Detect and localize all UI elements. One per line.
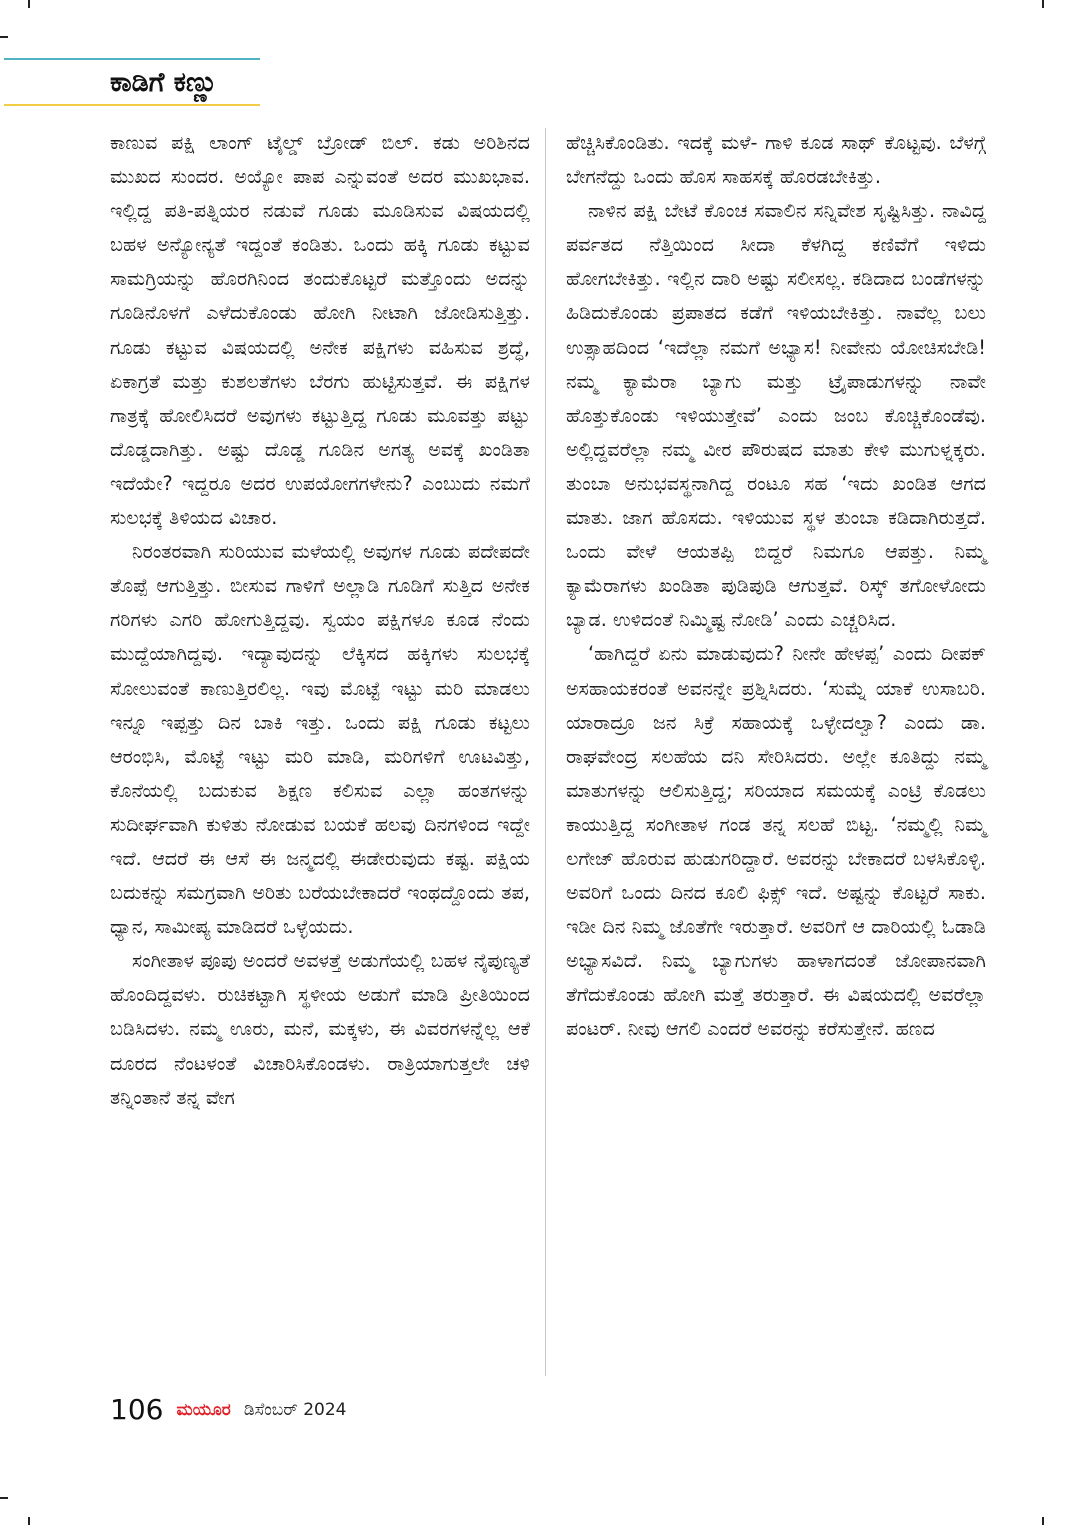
crop-mark — [0, 36, 8, 38]
crop-mark — [1042, 1517, 1044, 1525]
paragraph: ಸಂಗೀತಾಳ ಪೂಪು ಅಂದರೆ ಅವಳತ್ತೆ ಅಡುಗೆಯಲ್ಲಿ ಬಹಳ ನೈಪುಣ್ಯತೆ ಹೊಂದಿದ್ದವಳು. ರುಚಿಕಟ್ಟಾಗಿ ಸ್ಥಳೀಯ ಅಡುಗೆ ಮಾಡಿ ಪ್ರೀತಿಯಿಂದ ಬಡಿಸಿದಳು. ನಮ್ಮ ಊರು, ಮನೆ, ಮಕ್ಕಳು, ಈ ವಿವರಗಳನ್ನೆಲ್ಲ ಆಕೆ ದೂರದ ನೆಂಟಳಂತೆ ವಿಚಾರಿಸಿಕೊಂಡಳು. ರಾತ್ರಿಯಾಗುತ್ತಲೇ ಚಳಿ ತನ್ನಿಂತಾನೆ ತನ್ನ ವೇಗ — [110, 949, 530, 1109]
header-rule-top — [4, 58, 260, 60]
magazine-logo: ಮಯೂರ — [176, 1399, 231, 1420]
header-rule-bottom — [4, 104, 260, 106]
section-header — [4, 58, 260, 110]
issue-date: ಡಿಸೆಂಬರ್ 2024 — [243, 1399, 347, 1420]
crop-mark — [28, 1517, 30, 1525]
article-column-right — [566, 126, 986, 1047]
page-number: 106 — [110, 1393, 164, 1426]
crop-mark — [28, 0, 30, 8]
paragraph: ಹೆಚ್ಚಿಸಿಕೊಂಡಿತು. ಇದಕ್ಕೆ ಮಳೆ- ಗಾಳಿ ಕೂಡ ಸಾಥ್ ಕೊಟ್ಟವು. ಬೆಳಗ್ಗೆ ಬೇಗನೆದ್ದು ಒಂದು ಹೊಸ ಸಾಹಸಕ್ಕೆ ಹೊರಡಬೇಕಿತ್ತು. — [566, 131, 986, 189]
paragraph: ನಿರಂತರವಾಗಿ ಸುರಿಯುವ ಮಳೆಯಲ್ಲಿ ಅವುಗಳ ಗೂಡು ಪದೇಪದೇ ತೊಪ್ಪೆ ಆಗುತ್ತಿತ್ತು. ಬೀಸುವ ಗಾಳಿಗೆ ಅಲ್ಲಾಡಿ ಗೂಡಿಗೆ ಸುತ್ತಿದ ಅನೇಕ ಗರಿಗಳು ಎಗರಿ ಹೋಗುತ್ತಿದ್ದವು. ಸ್ವಯಂ ಪಕ್ಷಿಗಳೂ ಕೂಡ ನೆಂದು ಮುದ್ದೆಯಾಗಿದ್ದವು. ಇದ್ಯಾವುದನ್ನು ಲೆಕ್ಕಿಸದ ಹಕ್ಕಿಗಳು ಸುಲಭಕ್ಕೆ ಸೋಲುವಂತೆ ಕಾಣುತ್ತಿರಲಿಲ್ಲ. ಇವು ಮೊಟ್ಟೆ ಇಟ್ಟು ಮರಿ ಮಾಡಲು ಇನ್ನೂ ಇಪ್ಪತ್ತು ದಿನ ಬಾಕಿ ಇತ್ತು. ಒಂದು ಪಕ್ಷಿ ಗೂಡು ಕಟ್ಟಲು ಆರಂಭಿಸಿ, ಮೊಟ್ಟೆ ಇಟ್ಟು ಮರಿ ಮಾಡಿ, ಮರಿಗಳಿಗೆ ಊಟವಿತ್ತು, ಕೊನೆಯಲ್ಲಿ ಬದುಕುವ ಶಿಕ್ಷಣ ಕಲಿಸುವ ಎಲ್ಲಾ ಹಂತಗಳನ್ನು ಸುದೀರ್ಘವಾಗಿ ಕುಳಿತು ನೋಡುವ ಬಯಕೆ ಹಲವು ದಿನಗಳಿಂದ ಇದ್ದೇ ಇದೆ. ಆದರೆ ಈ ಆಸೆ ಈ ಜನ್ಮದಲ್ಲಿ ಈಡೇರುವುದು ಕಷ್ಟ. ಪಕ್ಷಿಯ ಬದುಕನ್ನು ಸಮಗ್ರವಾಗಿ ಅರಿತು ಬರೆಯಬೇಕಾದರೆ ಇಂಥದ್ದೊಂದು ತಪ, ಧ್ಯಾನ, ಸಾಮೀಪ್ಯ ಮಾಡಿದರೆ ಒಳ್ಳೆಯದು. — [110, 540, 530, 939]
section-title: ಕಾಡಿಗೆ ಕಣ್ಣು — [110, 67, 218, 98]
crop-mark — [1042, 0, 1044, 8]
column-divider — [545, 128, 546, 1376]
paragraph: ನಾಳಿನ ಪಕ್ಷಿ ಬೇಟೆ ಕೊಂಚ ಸವಾಲಿನ ಸನ್ನಿವೇಶ ಸೃಷ್ಟಿಸಿತ್ತು. ನಾವಿದ್ದ ಪರ್ವತದ ನೆತ್ತಿಯಿಂದ ಸೀದಾ ಕೆಳಗಿದ್ದ ಕಣಿವೆಗೆ ಇಳಿದು ಹೋಗಬೇಕಿತ್ತು. ಇಲ್ಲಿನ ದಾರಿ ಅಷ್ಟು ಸಲೀಸಲ್ಲ. ಕಡಿದಾದ ಬಂಡೆಗಳನ್ನು ಹಿಡಿದುಕೊಂಡು ಪ್ರಪಾತದ ಕಡೆಗೆ ಇಳಿಯಬೇಕಿತ್ತು. ನಾವೆಲ್ಲ ಬಲು ಉತ್ಸಾಹದಿಂದ ‘ಇದೆಲ್ಲಾ ನಮಗೆ ಅಭ್ಯಾಸ! ನೀವೇನು ಯೋಚಿಸಬೇಡಿ! ನಮ್ಮ ಕ್ಯಾಮೆರಾ ಬ್ಯಾಗು ಮತ್ತು ಟ್ರೈಪಾಡುಗಳನ್ನು ನಾವೇ ಹೊತ್ತುಕೊಂಡು ಇಳಿಯುತ್ತೇವೆ’ ಎಂದು ಜಂಬ ಕೊಚ್ಚಿಕೊಂಡೆವು. ಅಲ್ಲಿದ್ದವರೆಲ್ಲಾ ನಮ್ಮ ವೀರ ಪೌರುಷದ ಮಾತು ಕೇಳಿ ಮುಗುಳ್ನಕ್ಕರು. ತುಂಬಾ ಅನುಭವಸ್ಥನಾಗಿದ್ದ ರಂಟೂ ಸಹ ‘ಇದು ಖಂಡಿತ ಆಗದ ಮಾತು. ಜಾಗ ಹೊಸದು. ಇಳಿಯುವ ಸ್ಥಳ ತುಂಬಾ ಕಡಿದಾಗಿರುತ್ತದೆ. ಒಂದು ವೇಳೆ ಆಯತಪ್ಪಿ ಬಿದ್ದರೆ ನಿಮಗೂ ಆಪತ್ತು. ನಿಮ್ಮ ಕ್ಯಾಮೆರಾಗಳು ಖಂಡಿತಾ ಪುಡಿಪುಡಿ ಆಗುತ್ತವೆ. ರಿಸ್ಕ್ ತಗೋಳೋದು ಬ್ಯಾಡ. ಉಳಿದಂತೆ ನಿಮ್ಮಿಷ್ಟ ನೋಡಿ’ ಎಂದು ಎಚ್ಚರಿಸಿದ. — [566, 199, 986, 632]
paragraph: ಕಾಣುವ ಪಕ್ಷಿ ಲಾಂಗ್ ಟೈಲ್ಡ್ ಬ್ರೋಡ್ ಬಿಲ್. ಕಡು ಅರಿಶಿನದ ಮುಖದ ಸುಂದರ. ಅಯ್ಯೋ ಪಾಪ ಎನ್ನುವಂತೆ ಅದರ ಮುಖಭಾವ. ಇಲ್ಲಿದ್ದ ಪತಿ-ಪತ್ನಿಯರ ನಡುವೆ ಗೂಡು ಮೂಡಿಸುವ ವಿಷಯದಲ್ಲಿ ಬಹಳ ಅನ್ಯೋನ್ಯತೆ ಇದ್ದಂತೆ ಕಂಡಿತು. ಒಂದು ಹಕ್ಕಿ ಗೂಡು ಕಟ್ಟುವ ಸಾಮಗ್ರಿಯನ್ನು ಹೊರಗಿನಿಂದ ತಂದುಕೊಟ್ಟರೆ ಮತ್ತೊಂದು ಅದನ್ನು ಗೂಡಿನೊಳಗೆ ಎಳೆದುಕೊಂಡು ಹೋಗಿ ನೀಟಾಗಿ ಜೋಡಿಸುತ್ತಿತ್ತು. ಗೂಡು ಕಟ್ಟುವ ವಿಷಯದಲ್ಲಿ ಅನೇಕ ಪಕ್ಷಿಗಳು ವಹಿಸುವ ಶ್ರದ್ಧೆ, ಏಕಾಗ್ರತೆ ಮತ್ತು ಕುಶಲತೆಗಳು ಬೆರಗು ಹುಟ್ಟಿಸುತ್ತವೆ. ಈ ಪಕ್ಷಿಗಳ ಗಾತ್ರಕ್ಕೆ ಹೋಲಿಸಿದರೆ ಅವುಗಳು ಕಟ್ಟುತ್ತಿದ್ದ ಗೂಡು ಮೂವತ್ತು ಪಟ್ಟು ದೊಡ್ಡದಾಗಿತ್ತು. ಅಷ್ಟು ದೊಡ್ಡ ಗೂಡಿನ ಅಗತ್ಯ ಅವಕ್ಕೆ ಖಂಡಿತಾ ಇದೆಯೇ? ಇದ್ದರೂ ಅದರ ಉಪಯೋಗಗಳೇನು? ಎಂಬುದು ನಮಗೆ ಸುಲಭಕ್ಕೆ ತಿಳಿಯದ ವಿಚಾರ. — [110, 131, 530, 530]
crop-mark — [0, 1497, 8, 1499]
paragraph: ‘ಹಾಗಿದ್ದರೆ ಏನು ಮಾಡುವುದು? ನೀನೇ ಹೇಳಪ್ಪ’ ಎಂದು ದೀಪಕ್ ಅಸಹಾಯಕರಂತೆ ಅವನನ್ನೇ ಪ್ರಶ್ನಿಸಿದರು. ‘ಸುಮ್ನೆ ಯಾಕೆ ಉಸಾಬರಿ. ಯಾರಾದ್ರೂ ಜನ ಸಿಕ್ರೆ ಸಹಾಯಕ್ಕೆ ಒಳ್ಳೇದಲ್ವಾ? ಎಂದು ಡಾ. ರಾಘವೇಂದ್ರ ಸಲಹೆಯ ದನಿ ಸೇರಿಸಿದರು. ಅಲ್ಲೇ ಕೂತಿದ್ದು ನಮ್ಮ ಮಾತುಗಳನ್ನು ಆಲಿಸುತ್ತಿದ್ದ; ಸರಿಯಾದ ಸಮಯಕ್ಕೆ ಎಂಟ್ರಿ ಕೊಡಲು ಕಾಯುತ್ತಿದ್ದ ಸಂಗೀತಾಳ ಗಂಡ ತನ್ನ ಸಲಹೆ ಬಿಟ್ಟ. ‘ನಮ್ಮಲ್ಲಿ ನಿಮ್ಮ ಲಗೇಜ್ ಹೊರುವ ಹುಡುಗರಿದ್ದಾರೆ. ಅವರನ್ನು ಬೇಕಾದರೆ ಬಳಸಿಕೊಳ್ಳಿ. ಅವರಿಗೆ ಒಂದು ದಿನದ ಕೂಲಿ ಫಿಕ್ಸ್ ಇದೆ. ಅಷ್ಟನ್ನು ಕೊಟ್ಟರೆ ಸಾಕು. ಇಡೀ ದಿನ ನಿಮ್ಮ ಜೊತೆಗೇ ಇರುತ್ತಾರೆ. ಅವರಿಗೆ ಆ ದಾರಿಯಲ್ಲಿ ಓಡಾಡಿ ಅಭ್ಯಾಸವಿದೆ. ನಿಮ್ಮ ಬ್ಯಾಗುಗಳು ಹಾಳಾಗದಂತೆ ಜೋಪಾನವಾಗಿ ತೆಗೆದುಕೊಂಡು ಹೋಗಿ ಮತ್ತೆ ತರುತ್ತಾರೆ. ಈ ವಿಷಯದಲ್ಲಿ ಅವರೆಲ್ಲಾ ಪಂಟರ್. ನೀವು ಆಗಲಿ ಎಂದರೆ ಅವರನ್ನು ಕರೆಸುತ್ತೇನೆ. ಹಣದ — [566, 642, 986, 1041]
article-column-left — [110, 126, 530, 1115]
page-footer — [110, 1393, 347, 1427]
